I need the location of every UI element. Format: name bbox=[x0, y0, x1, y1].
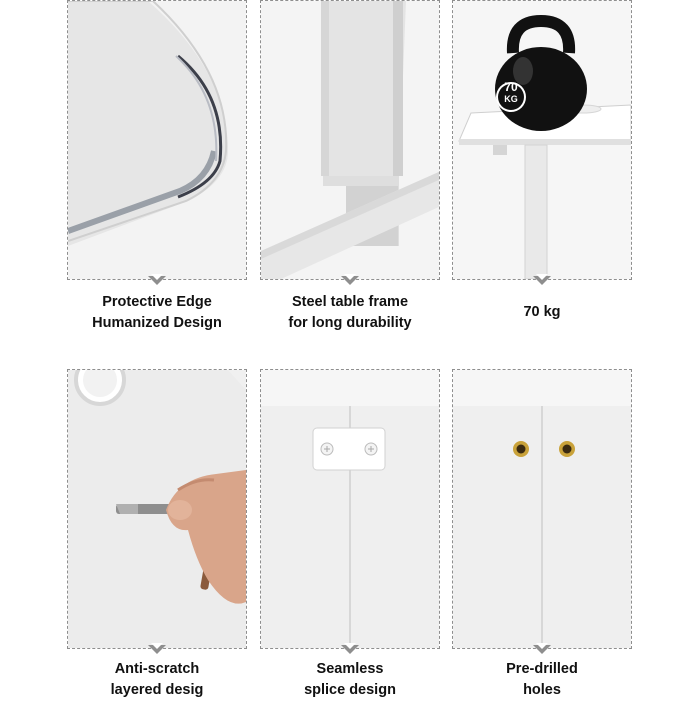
caption-pointer bbox=[148, 645, 166, 654]
feature-image-anti-scratch bbox=[68, 370, 246, 648]
caption-line-2: splice design bbox=[304, 682, 396, 698]
caption-line-1: 70 kg bbox=[523, 304, 561, 320]
feature-image-pre-drilled-holes bbox=[453, 370, 631, 648]
kettlebell-weight-unit: KG bbox=[504, 94, 518, 104]
caption-line-1: Anti-scratch bbox=[114, 661, 200, 677]
caption-pointer bbox=[533, 276, 551, 285]
caption-line-1: Pre-drilled bbox=[506, 661, 578, 677]
feature-image-steel-frame bbox=[261, 1, 439, 279]
caption-line-1: Steel table frame bbox=[291, 294, 409, 310]
caption-line-2: layered desig bbox=[110, 682, 204, 698]
caption-pointer bbox=[341, 645, 359, 654]
feature-caption-anti-scratch bbox=[57, 659, 257, 701]
caption-pointer bbox=[148, 276, 166, 285]
caption-line-2: holes bbox=[523, 682, 561, 698]
feature-image-seamless-splice bbox=[261, 370, 439, 648]
feature-caption-protective-edge bbox=[57, 292, 257, 334]
caption-line-1: Protective Edge bbox=[102, 294, 212, 310]
caption-pointer bbox=[533, 645, 551, 654]
kettlebell-weight-number: 70 bbox=[504, 80, 518, 94]
caption-line-1: Seamless bbox=[316, 661, 384, 677]
caption-line-2: Humanized Design bbox=[92, 315, 222, 331]
feature-caption-load-capacity bbox=[442, 302, 642, 323]
feature-image-load-capacity bbox=[453, 1, 631, 279]
feature-image-protective-edge bbox=[68, 1, 246, 279]
feature-caption-steel-frame bbox=[250, 292, 450, 334]
feature-caption-seamless-splice bbox=[250, 659, 450, 701]
feature-caption-pre-drilled-holes bbox=[442, 659, 642, 701]
caption-line-2: for long durability bbox=[288, 315, 412, 331]
caption-pointer bbox=[341, 276, 359, 285]
